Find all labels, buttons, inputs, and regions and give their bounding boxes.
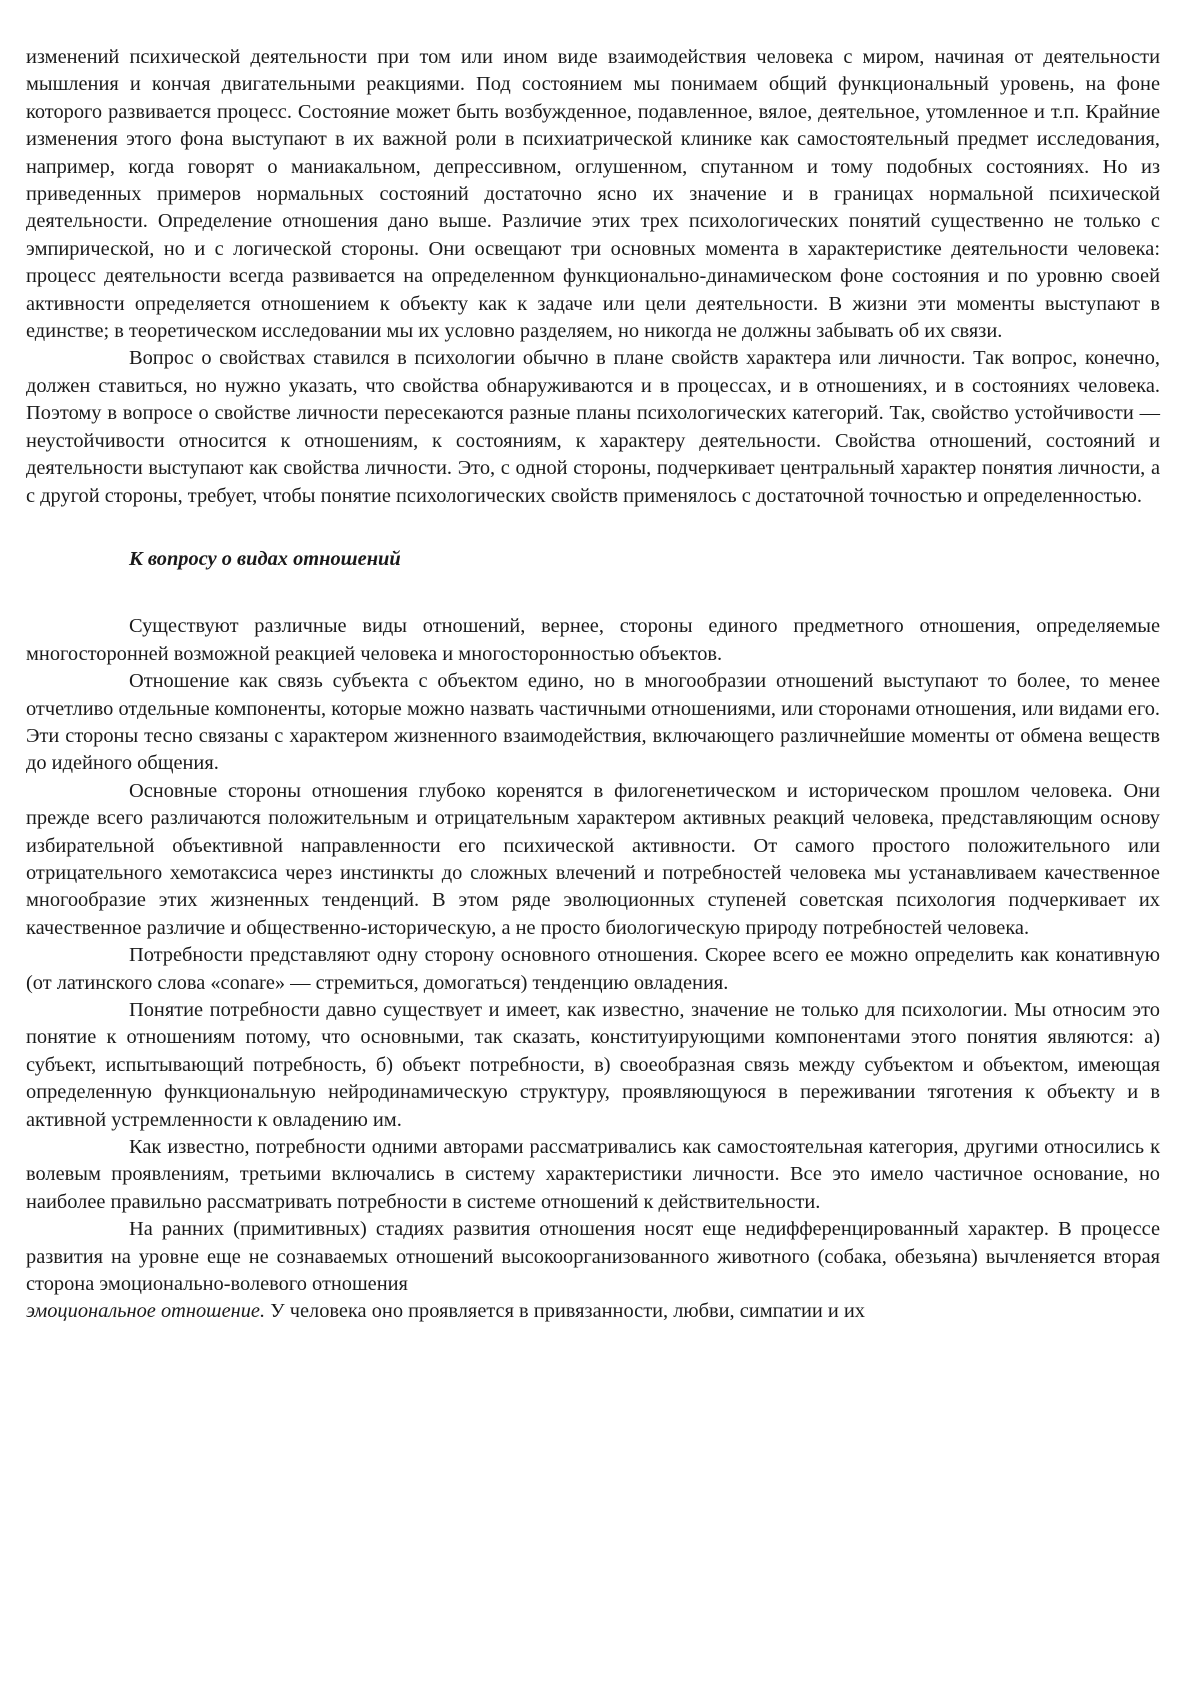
paragraph-properties: Вопрос о свойствах ставился в психологии обычно в плане свойств характера или личности. Так вопрос, конечно, должен ставиться, но нужно указать, что свойства обнаруживаются и в процессах, и в отношениях, и в состояниях человека. Поэтому в вопросе о свойстве личности пересекаются разные планы психологических категорий. Так, свойство устойчивости — неустойчивости относится к отношениям, к состояниям, к характеру деятельности. Свойства отношений, состояний и деятельности выступают как свойства личности. Это, с одной стороны, подчеркивает центральный характер понятия личности, а с другой стороны, требует, чтобы понятие психологических свойств применялось с достаточной точностью и определенностью. — [26, 347, 1160, 507]
early-stages-text: На ранних (примитивных) стадиях развития отношения носят еще недифференцированный характер. В процессе развития на уровне еще не сознаваемых отношений высокоорганизованного животного (собака, обезьяна) вычленяется вторая сторона эмоционально-волевого отношения — [26, 1218, 1160, 1296]
section-heading: К вопросу о видах отношений — [129, 547, 401, 570]
paragraph-main-sides: Основные стороны отношения глубоко коренятся в филогенетическом и историческом прошлом человека. Они прежде всего различаются положительным и отрицательным характером активных реакций человека, представляющим основу избирательной объективной направленности его психической активности. От самого простого положительного или отрицательного хемотаксиса через инстинкты до сложных влечений и потребностей человека мы устанавливаем качественное многообразие этих жизненных тенденций. В этом ряде эволюционных ступеней советская психология подчеркивает их качественное различие и общественно-историческую, а не просто биологическую природу потребностей человека. — [26, 779, 1160, 939]
emphasis-text: эмоциональное отношение. — [26, 1300, 266, 1323]
paragraph-concept-of-need: Понятие потребности давно существует и имеет, как известно, значение не только для психологии. Мы относим это понятие к отношениям потому, что основными, так сказать, конституирующими компонентами этого понятия являются: а) субъект, испытывающий потребность, б) объект потребности, в) своеобразная связь между субъектом и объектом, имеющая определенную функциональную нейродинамическую структуру, проявляющуюся в переживании тяготения к объекту и в активной устремленности к овладению им. — [26, 999, 1160, 1131]
document-page — [26, 44, 1160, 1326]
paragraph-needs: Потребности представляют одну сторону основного отношения. Скорее всего ее можно определить как конативную (от латинского слова «conare» — стремиться, домогаться) тенденцию овладения. — [26, 944, 1160, 994]
paragraph-early-stages — [26, 1216, 1160, 1326]
paragraph-relation-as-link: Отношение как связь субъекта с объектом едино, но в многообразии отношений выступают то более, то менее отчетливо отдельные компоненты, которые можно назвать частичными отношениями, или сторонами отношения, или видами его. Эти стороны тесно связаны с характером жизненного взаимодействия, включающего различнейшие моменты от обмена веществ до идейного общения. — [26, 670, 1160, 775]
early-stages-continuation: У человека оно проявляется в привязанности, любви, симпатии и их — [265, 1300, 866, 1323]
paragraph-types-of-relations: Существуют различные виды отношений, вернее, стороны единого предметного отношения, определяемые многосторонней возможной реакцией человека и многосторонностью объектов. — [26, 615, 1160, 665]
paragraph-needs-authors: Как известно, потребности одними авторами рассматривались как самостоятельная категория, другими относились к волевым проявлениям, третьими включались в систему характеристики личности. Все это имело частичное основание, но наиболее правильно рассматривать потребности в системе отношений к действительности. — [26, 1136, 1160, 1213]
paragraph-states-definition: изменений психической деятельности при том или ином виде взаимодействия человека с миром, начиная от деятельности мышления и кончая двигательными реакциями. Под состоянием мы понимаем общий функциональный уровень, на фоне которого развивается процесс. Состояние может быть возбужденное, подавленное, вялое, деятельное, утомленное и т.п. Крайние изменения этого фона выступают в их важной роли в психиатрической клинике как самостоятельный предмет исследования, например, когда говорят о маниакальном, депрессивном, оглушенном, спутанном и тому подобных состояниях. Но из приведенных примеров нормальных состояний достаточно ясно их значение и в границах нормальной психической деятельности. Определение отношения дано выше. Различие этих трех психологических понятий существенно не только с эмпирической, но и с логической стороны. Они освещают три основных момента в характеристике деятельности человека: процесс деятельности всегда развивается на определенном функционально-динамическом фоне состояния и по уровню своей активности определяется отношением к объекту как к задаче или цели деятельности. В жизни эти моменты выступают в единстве; в теоретическом исследовании мы их условно разделяем, но никогда не должны забывать об их связи. — [26, 46, 1160, 343]
